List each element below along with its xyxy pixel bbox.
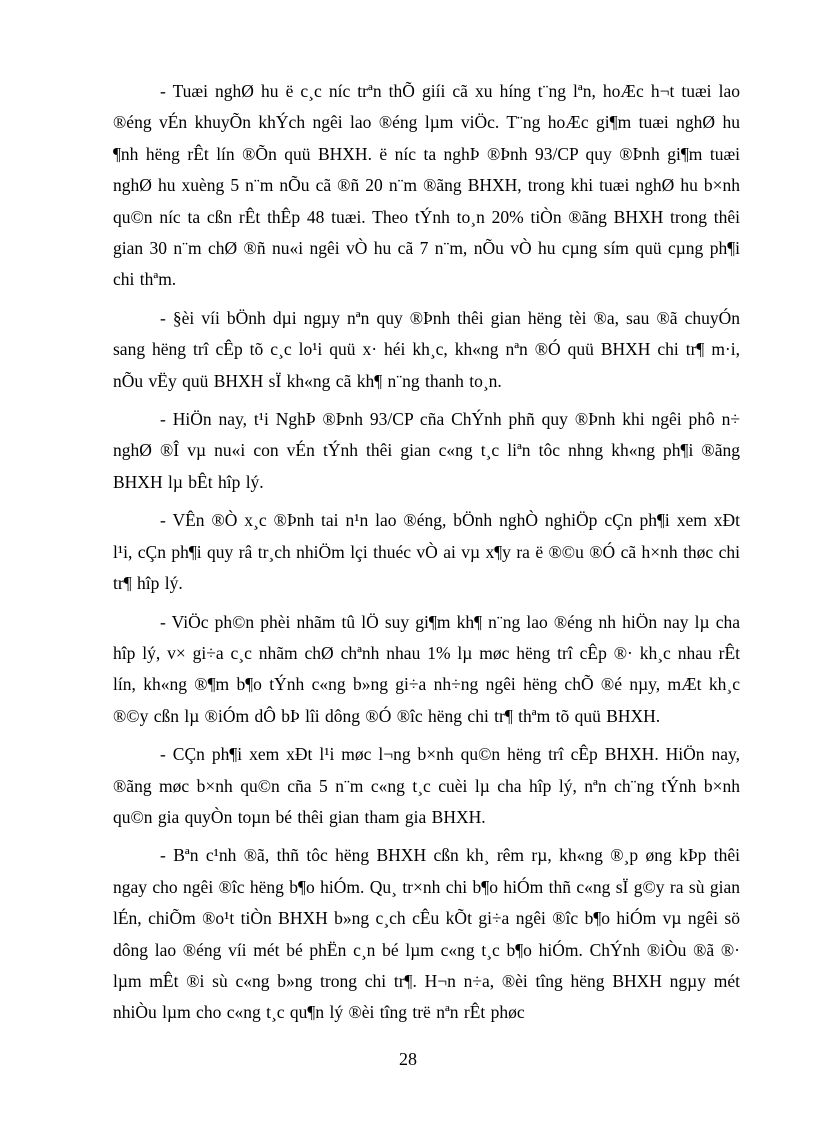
paragraph-occupational-accident: - VÊn ®Ò x¸c ®Þnh tai n¹n lao ®éng, bÖnh nghÒ nghiÖp cÇn ph¶i xem xÐt l¹i, cÇn ph¶i quy râ tr¸ch nhiÖm lçi thuéc vÒ ai vµ x¶y ra ë ®©u ®Ó cã h×nh thøc chi tr¶ hîp lý.: [113, 510, 740, 594]
paragraph-average-salary: - CÇn ph¶i xem xÐt l¹i møc l¬ng b×nh qu©n hëng trî cÊp BHXH. HiÖn nay, ®ãng møc b×nh qu©n cña 5 n¨m c«ng t¸c cuèi lµ cha hîp lý, nªn ch¨ng tÝnh b×nh qu©n gia quyÒn toµn bé thêi gian tham gia BHXH.: [113, 744, 740, 827]
paragraph-long-term-illness: - §èi víi bÖnh dµi ngµy nªn quy ®Þnh thêi gian hëng tèi ®a, sau ®ã chuyÓn sang hëng trî cÊp tõ c¸c lo¹i quü x· héi kh¸c, kh«ng nªn ®Ó quü BHXH chi tr¶ m·i, nÕu vËy quü BHXH sÏ kh«ng cã kh¶ n¨ng thanh to¸n.: [113, 307, 740, 391]
page-number: 28: [399, 1049, 417, 1069]
paragraph-maternity-leave: - HiÖn nay, t¹i NghÞ ®Þnh 93/CP cña ChÝnh phñ quy ®Þnh khi ngêi phô n÷ nghØ ®Î vµ nu«i con vÉn tÝnh thêi gian c«ng t¸c liªn tôc nhng kh«ng ph¶i ®ãng BHXH lµ bÊt hîp lý.: [113, 409, 740, 492]
document-body: [113, 76, 740, 1036]
paragraph-work-capacity-groups: - ViÖc ph©n phèi nhãm tû lÖ suy gi¶m kh¶ n¨ng lao ®éng nh hiÖn nay lµ cha hîp lý, v× gi÷a c¸c nhãm chØ chªnh nhau 1% lµ møc hëng trî cÊp ®· kh¸c nhau rÊt lín, kh«ng ®¶m b¶o tÝnh c«ng b»ng gi÷a nh÷ng ngêi hëng chÕ ®é nµy, mÆt kh¸c ®©y cßn lµ ®iÓm dÔ bÞ lîi dông ®Ó ®îc hëng chi tr¶ thªm tõ quü BHXH.: [113, 611, 740, 726]
paragraph-procedures: - Bªn c¹nh ®ã, thñ tôc hëng BHXH cßn kh¸ rêm rµ, kh«ng ®¸p øng kÞp thêi ngay cho ngêi ®îc hëng b¶o hiÓm. Qu¸ tr×nh chi b¶o hiÓm thñ c«ng sÏ g©y ra sù gian lÉn, chiÕm ®o¹t tiÒn BHXH b»ng c¸ch cÊu kÕt gi÷a ngêi ®îc b¶o hiÓm vµ ngêi sö dông lao ®éng víi mét bé phËn c¸n bé lµm c«ng t¸c b¶o hiÓm. ChÝnh ®iÒu ®ã ®· lµm mÊt ®i sù c«ng b»ng trong chi tr¶. H¬n n÷a, ®èi tîng hëng BHXH ngµy mét nhiÒu lµm cho c«ng t¸c qu¶n lý ®èi tîng trë nªn rÊt phøc: [113, 845, 740, 1023]
paragraph-retirement-age: - Tuæi nghØ hu ë c¸c níc trªn thÕ giíi cã xu híng t¨ng lªn, hoÆc h¬t tuæi lao ®éng vÉn khuyÕn khÝch ngêi lao ®éng lµm viÖc. T¨ng hoÆc gi¶m tuæi nghØ hu ¶nh hëng rÊt lín ®Õn quü BHXH. ë níc ta nghÞ ®Þnh 93/CP quy ®Þnh gi¶m tuæi nghØ hu xuèng 5 n¨m nÕu cã ®ñ 20 n¨m ®ãng BHXH, trong khi tuæi nghØ hu b×nh qu©n níc ta cßn rÊt thÊp 48 tuæi. Theo tÝnh to¸n 20% tiÒn ®ãng BHXH trong thêi gian 30 n¨m chØ ®ñ nu«i ngêi vÒ hu cã 7 n¨m, nÕu vÒ hu cµng sím quü cµng ph¶i chi thªm.: [113, 81, 740, 290]
